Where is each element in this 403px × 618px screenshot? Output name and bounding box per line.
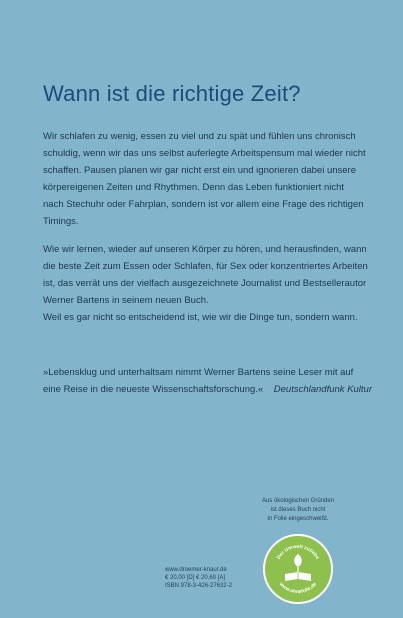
- blurb-line: ist, das verrät uns der vielfach ausgezeichnete Journalist und Bestsellerautor: [43, 278, 367, 289]
- price: € 20,00 [D] € 20,60 [A]: [165, 575, 226, 581]
- blurb-line: Wie wir lernen, wieder auf unseren Körper zu hören, und herausfinden, wann: [43, 244, 367, 255]
- publisher-url: www.droemer-knaur.de: [165, 567, 227, 573]
- blurb-line: Werner Bartens in seinem neuen Buch.: [43, 295, 209, 306]
- blurb-line: nach Stechuhr oder Fahrplan, sondern ist vor allem eine Frage des richtigen: [43, 199, 364, 210]
- eco-note-line: ist dieses Buch nicht: [270, 507, 326, 513]
- blurb-line: Timings.: [43, 216, 79, 227]
- isbn: ISBN 978-3-426-27632-2: [165, 583, 233, 589]
- blurb-line: Wir schlafen zu wenig, essen zu viel und zu spät und fühlen uns chronisch: [43, 131, 356, 142]
- badge-bottom-text: www.ohnefolie.de: [277, 581, 319, 596]
- quote-line-1: »Lebensklug und unterhaltsam nimmt Werner Bartens seine Leser mit auf: [43, 367, 354, 378]
- svg-text:www.ohnefolie.de: [277, 581, 318, 595]
- eco-note-line: Aus ökologischen Gründen: [261, 498, 335, 504]
- eco-note-line: in Folie eingeschweißt.: [267, 516, 329, 522]
- book-leaf-icon: [265, 536, 331, 602]
- blurb-line: Weil es gar nicht so entscheidend ist, wie wir die Dinge tun, sondern wann.: [43, 312, 358, 323]
- eco-note: [246, 497, 350, 524]
- publisher-info: [165, 566, 240, 590]
- blurb-line: schaffen. Pausen planen wir gar nicht erst ein und ignorieren dabei unsere: [43, 165, 356, 176]
- quote-source: Deutschlandfunk Kultur: [273, 384, 373, 395]
- blurb-line: körpereigenen Zeiten und Rhythmen. Denn das Leben funktioniert nicht: [43, 182, 345, 193]
- eco-badge: [263, 534, 333, 604]
- quote-text: eine Reise in die neueste Wissenschaftsforschung.«: [43, 384, 264, 395]
- blurb-line: die beste Zeit zum Essen oder Schlafen, für Sex oder konzentriertes Arbeiten: [43, 261, 368, 272]
- press-quote: [43, 364, 373, 398]
- blurb-paragraph-1: [43, 128, 366, 230]
- blurb-line: schuldig, wenn wir das uns selbst auferlegte Arbeitspensum mal wieder nicht: [43, 148, 366, 159]
- back-cover-title: Wann ist die richtige Zeit?: [43, 81, 301, 106]
- badge-top-text: Der Umwelt zuliebe: [275, 543, 321, 561]
- quote-line-2: [43, 381, 373, 398]
- blurb-paragraph-2: [43, 241, 368, 326]
